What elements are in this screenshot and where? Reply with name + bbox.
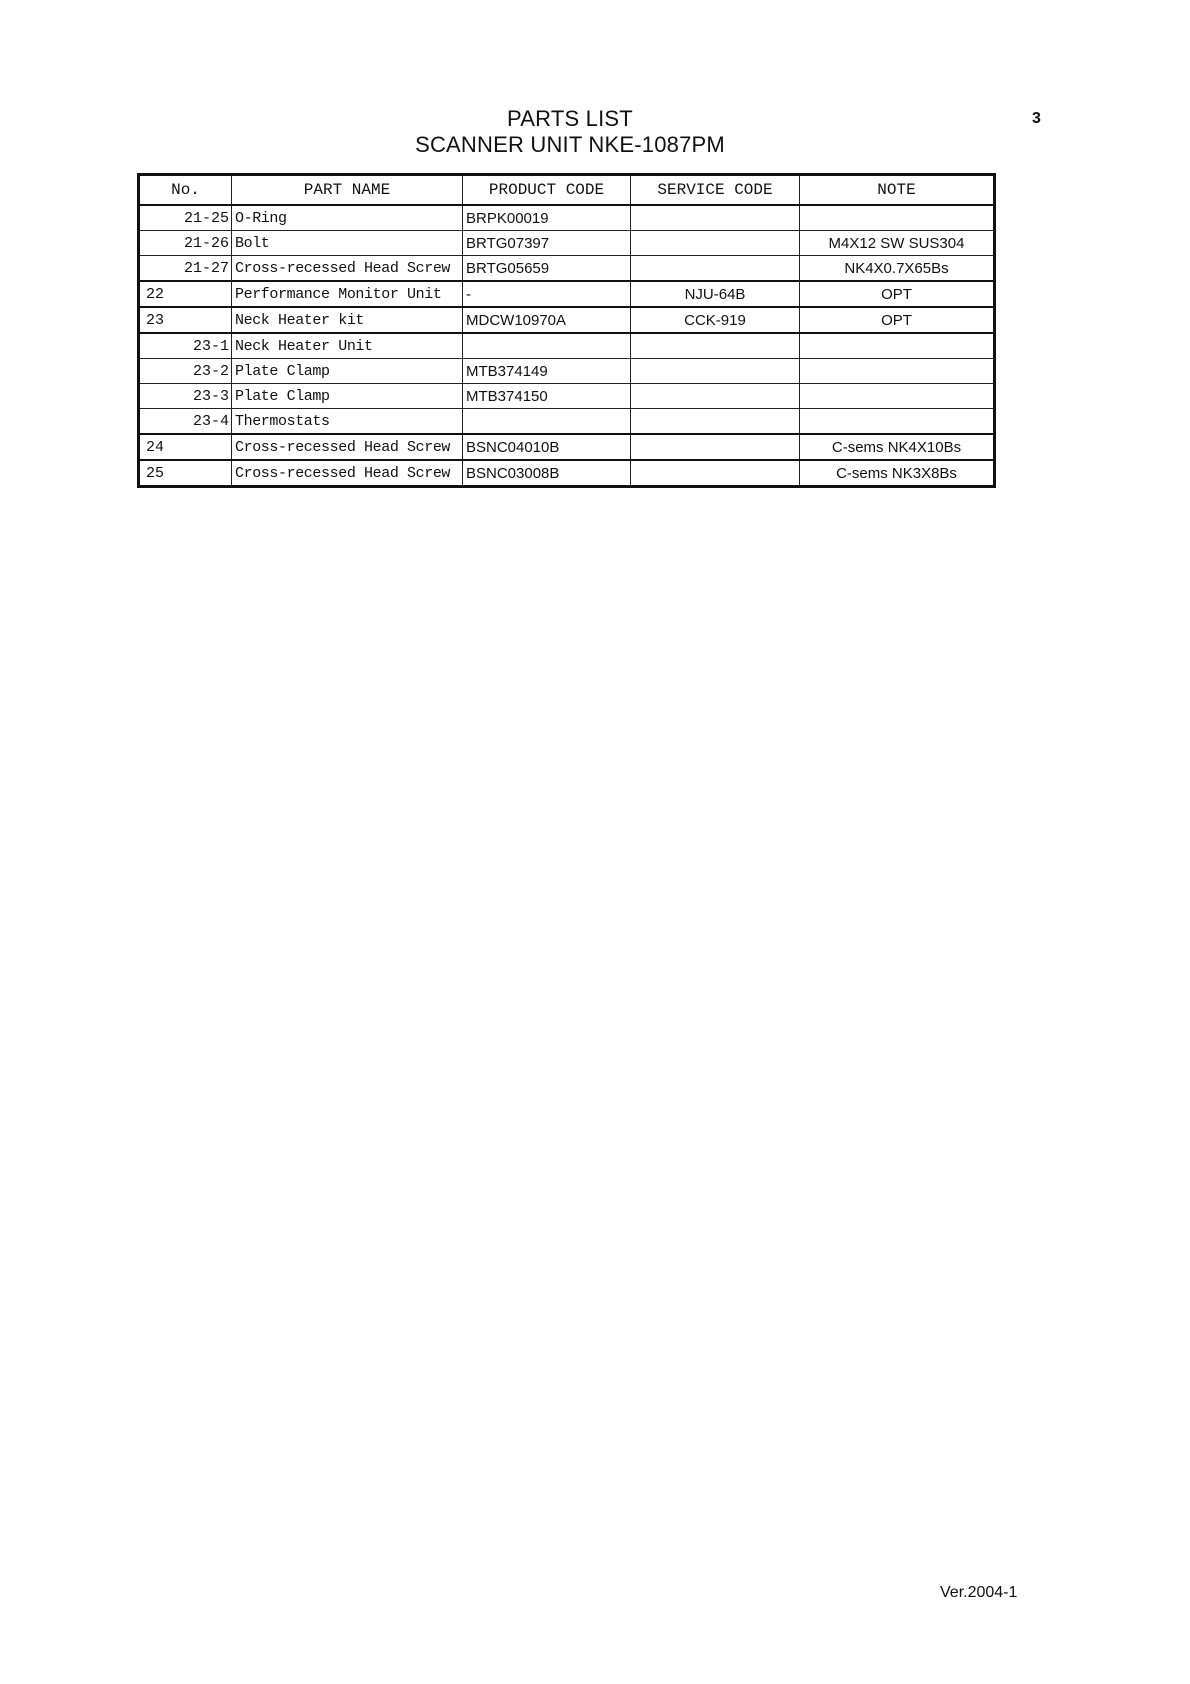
cell-product-code bbox=[463, 409, 631, 435]
cell-service-code: CCK-919 bbox=[631, 307, 800, 333]
cell-part-name: Neck Heater kit bbox=[232, 307, 463, 333]
cell-note: OPT bbox=[800, 281, 995, 307]
cell-part-name: Plate Clamp bbox=[232, 359, 463, 384]
cell-service-code bbox=[631, 333, 800, 359]
table-row bbox=[139, 281, 995, 307]
cell-part-name: Cross-recessed Head Screw bbox=[232, 460, 463, 487]
version-label: Ver.2004-1 bbox=[940, 1584, 1018, 1601]
cell-service-code bbox=[631, 359, 800, 384]
cell-product-code: - bbox=[463, 281, 631, 307]
cell-part-name: Cross-recessed Head Screw bbox=[232, 256, 463, 282]
cell-no: 23-3 bbox=[139, 384, 232, 409]
table-row bbox=[139, 384, 995, 409]
cell-no: 24 bbox=[139, 434, 232, 460]
cell-note bbox=[800, 359, 995, 384]
table-row bbox=[139, 205, 995, 231]
cell-service-code bbox=[631, 231, 800, 256]
cell-note: C-sems NK4X10Bs bbox=[800, 434, 995, 460]
cell-note: NK4X0.7X65Bs bbox=[800, 256, 995, 282]
cell-product-code: BRPK00019 bbox=[463, 205, 631, 231]
cell-product-code: BSNC03008B bbox=[463, 460, 631, 487]
cell-no: 22 bbox=[139, 281, 232, 307]
column-header-service-code: SERVICE CODE bbox=[631, 175, 800, 206]
table-row bbox=[139, 333, 995, 359]
table-row bbox=[139, 359, 995, 384]
cell-service-code: NJU-64B bbox=[631, 281, 800, 307]
cell-note bbox=[800, 205, 995, 231]
table-row bbox=[139, 434, 995, 460]
cell-part-name: Thermostats bbox=[232, 409, 463, 435]
cell-product-code: BRTG05659 bbox=[463, 256, 631, 282]
cell-no: 23-2 bbox=[139, 359, 232, 384]
column-header-no: No. bbox=[139, 175, 232, 206]
cell-no: 23-4 bbox=[139, 409, 232, 435]
column-header-product-code: PRODUCT CODE bbox=[463, 175, 631, 206]
cell-service-code bbox=[631, 460, 800, 487]
cell-product-code: BRTG07397 bbox=[463, 231, 631, 256]
column-header-note: NOTE bbox=[800, 175, 995, 206]
cell-note bbox=[800, 384, 995, 409]
cell-product-code bbox=[463, 333, 631, 359]
cell-note: C-sems NK3X8Bs bbox=[800, 460, 995, 487]
cell-part-name: Neck Heater Unit bbox=[232, 333, 463, 359]
cell-note: M4X12 SW SUS304 bbox=[800, 231, 995, 256]
page-subtitle: SCANNER UNIT NKE-1087PM bbox=[415, 132, 725, 157]
cell-note bbox=[800, 409, 995, 435]
cell-service-code bbox=[631, 256, 800, 282]
table-row bbox=[139, 460, 995, 487]
cell-product-code: MTB374149 bbox=[463, 359, 631, 384]
cell-no: 21-26 bbox=[139, 231, 232, 256]
cell-product-code: BSNC04010B bbox=[463, 434, 631, 460]
cell-product-code: MDCW10970A bbox=[463, 307, 631, 333]
column-header-part-name: PART NAME bbox=[232, 175, 463, 206]
cell-no: 23-1 bbox=[139, 333, 232, 359]
cell-service-code bbox=[631, 205, 800, 231]
cell-part-name: O-Ring bbox=[232, 205, 463, 231]
cell-service-code bbox=[631, 409, 800, 435]
cell-no: 21-25 bbox=[139, 205, 232, 231]
cell-product-code: MTB374150 bbox=[463, 384, 631, 409]
cell-service-code bbox=[631, 434, 800, 460]
title-block bbox=[0, 106, 1190, 158]
table-row bbox=[139, 231, 995, 256]
cell-part-name: Cross-recessed Head Screw bbox=[232, 434, 463, 460]
table-header-row bbox=[139, 175, 995, 206]
cell-part-name: Plate Clamp bbox=[232, 384, 463, 409]
cell-no: 21-27 bbox=[139, 256, 232, 282]
cell-no: 23 bbox=[139, 307, 232, 333]
cell-note: OPT bbox=[800, 307, 995, 333]
parts-table bbox=[137, 173, 996, 488]
table-row bbox=[139, 307, 995, 333]
page-title: PARTS LIST bbox=[507, 106, 633, 131]
cell-no: 25 bbox=[139, 460, 232, 487]
page-number: 3 bbox=[1032, 110, 1041, 127]
cell-part-name: Bolt bbox=[232, 231, 463, 256]
cell-part-name: Performance Monitor Unit bbox=[232, 281, 463, 307]
table-row bbox=[139, 256, 995, 282]
cell-service-code bbox=[631, 384, 800, 409]
cell-note bbox=[800, 333, 995, 359]
table-row bbox=[139, 409, 995, 435]
